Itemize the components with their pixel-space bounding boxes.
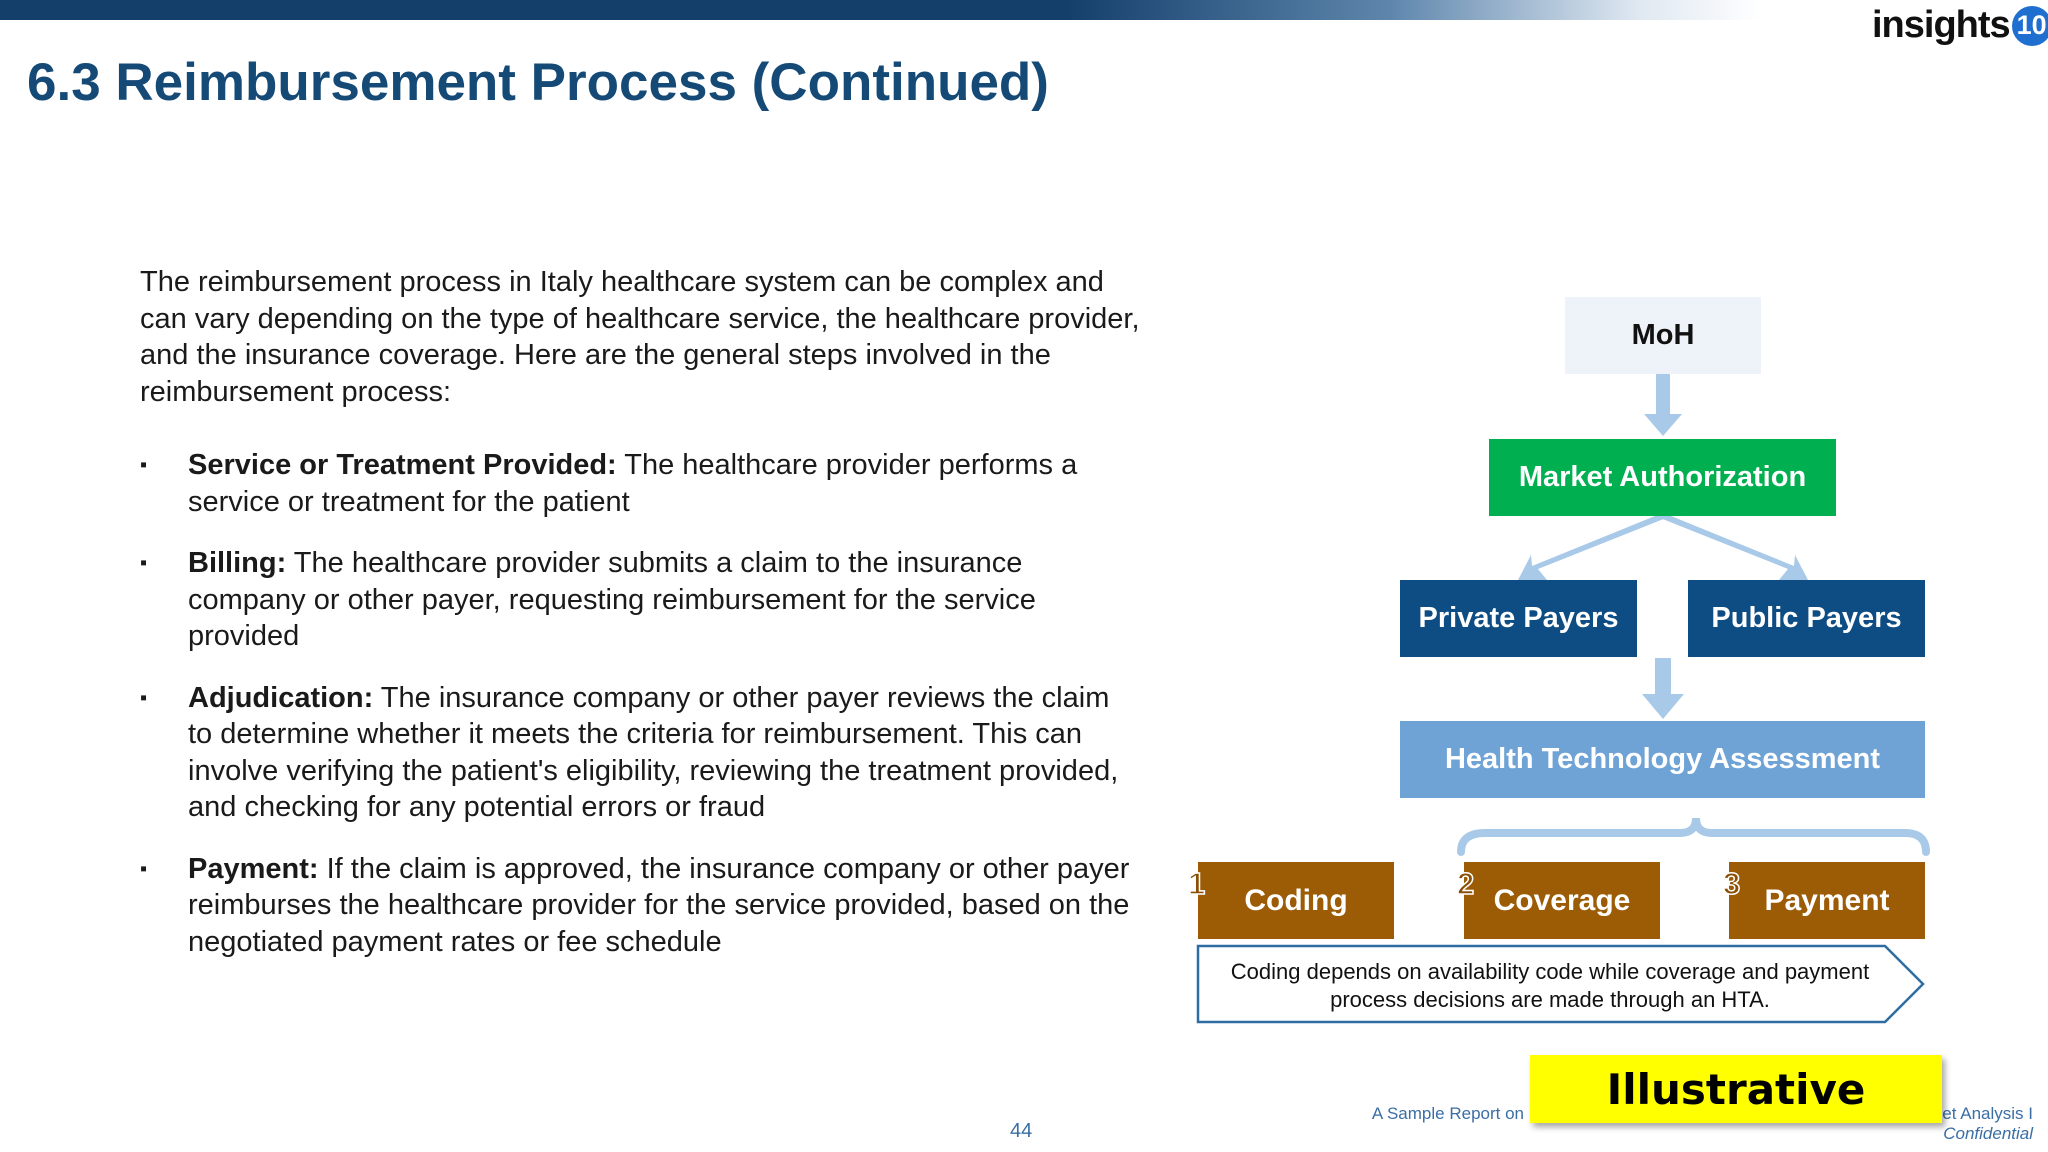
illustrative-stamp: Illustrative [1530,1055,1942,1123]
bullet-text: The insurance company or other payer reviews the claim to determine whether it meets the criteria for reimbursement. This can involve verifying the patient's eligibility, reviewing the treatment provided, and checking for any potential errors or fraud [188,681,1119,823]
process-note: Coding depends on availability code while coverage and payment process decisions are made through an HTA. [1230,959,1870,1012]
hta-brace [1461,818,1926,852]
arrow-market-to-public [1655,516,1808,580]
bullet-term: Adjudication: [188,681,374,714]
intro-paragraph: The reimbursement process in Italy healthcare system can be complex and can vary depending on the type of healthcare service, the healthcare provider, and the insurance coverage. Here are the general steps involved in the reimbursement process: [140,266,1140,408]
bullet-square-icon: ▪ [140,454,148,476]
bullet-text: If the claim is approved, the insurance company or other payer reimburses the healthcare provider for the service provided, based on the negotiated payment rates or fee schedule [188,852,1130,958]
step-number-1: 1 [1188,866,1206,901]
footer-confidential: Confidential [1943,1124,2033,1143]
logo-number-badge: 10 [2012,6,2048,46]
footer-analysis-text: et Analysis I [1942,1104,2033,1123]
logo-wordmark: insights [1872,4,2010,46]
step-number-3: 3 [1723,866,1741,901]
public-payers-box: Public Payers [1688,580,1925,657]
step-number-2: 2 [1457,866,1475,901]
bullet-square-icon: ▪ [140,857,148,880]
bullet-term: Service or Treatment Provided: [188,449,617,481]
slide-title: 6.3 Reimbursement Process (Continued) [27,53,1049,112]
bullet-square-icon: ▪ [140,686,148,709]
page-number: 44 [1010,1120,1033,1142]
hta-box: Health Technology Assessment [1400,721,1925,798]
arrow-payers-to-hta [1642,658,1684,719]
coding-box: Coding [1198,862,1394,939]
payment-box: Payment [1729,862,1925,939]
bullet-term: Billing: [188,547,287,579]
footer-report-text: A Sample Report on [1371,1104,1524,1123]
coverage-box: Coverage [1464,862,1660,939]
bullet-square-icon: ▪ [140,552,148,574]
bullet-text: The healthcare provider submits a claim to the insurance company or other payer, requesting reimbursement for the service provided [188,547,1036,652]
moh-box: MoH [1565,297,1761,374]
bullet-text: The healthcare provider performs a service or treatment for the patient [188,449,1078,518]
private-payers-box: Private Payers [1400,580,1637,657]
market-authorization-box: Market Authorization [1489,439,1836,516]
arrow-market-to-private [1518,516,1671,580]
arrow-moh-to-market [1644,374,1682,436]
bullet-term: Payment: [188,852,319,885]
